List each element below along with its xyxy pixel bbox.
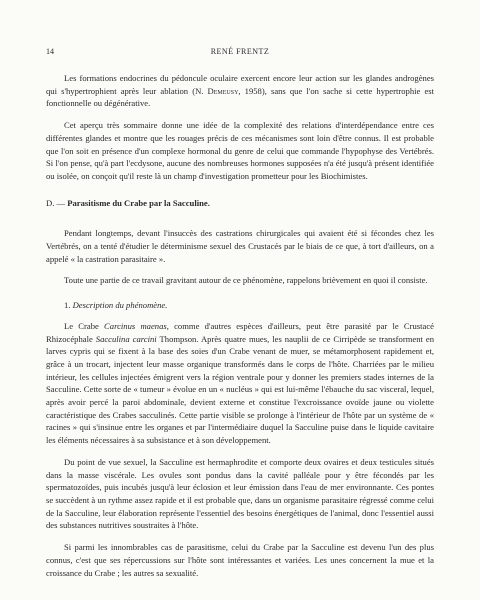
paragraph-intro-phenomenon: Toute une partie de ce travail gravitant autour de ce phénomène, rappelons brièvement en quoi il consiste. (64, 275, 428, 286)
subsection-title: Description du phénomène. (72, 300, 168, 311)
section-title: Parasitisme du Crabe par la Sacculine. (67, 197, 210, 208)
species-name: Carcinus maenas (104, 320, 167, 331)
paragraph-parasitism-cases: Si parmi les innombrables cas de parasitisme, celui du Crabe par la Sacculine est devenu l'un des plus connus, c'est que ses répercussions sur l'hôte sont intéressantes et variées. Les unes concernent la mue et la croissance du Crabe ; les autres sa sexualité. (46, 542, 434, 578)
text-run: Les formations endocrines du pédoncule oculaire exercent encore leur action sur les glandes androgènes qui s'hypertrophient après leur ablation (N. (46, 73, 434, 96)
paragraph-description (46, 320, 434, 447)
paragraph-castration: Pendant longtemps, devant l'insuccès des castrations chirurgicales qui avaient été si fécondes chez les Vertébrés, on a tenté d'étudier le déterminisme sexuel des Crustacés par le biais de ce que, à tort d'ailleurs, on a appelé « la castration parasitaire ». (46, 228, 434, 264)
running-title: RENÉ FRENTZ (210, 47, 270, 56)
text-run: Le Crabe (64, 320, 105, 331)
text-run: , comme d'autres espèces d'ailleurs, peut être parasité par le Crustacé Rhizocéphale (46, 320, 434, 344)
section-prefix: D. — (46, 197, 68, 208)
subsection-heading (64, 299, 434, 312)
species-name: Sacculina carcini (95, 333, 157, 344)
page-number: 14 (46, 47, 54, 56)
section-heading (46, 197, 434, 210)
page-body (46, 72, 434, 588)
page-header (46, 46, 434, 58)
text-run: Thompson. Après quatre mues, les nauplii de ce Cirripède se transforment en larves cypris qui se fixent à la base des soies d'un Crabe venant de muer, se métamorphosent rapidement et, grâce à un trocart, injectent leur masse organique transformés dans le corps de l'hôte. Charriées par le milieu intérieur, les cellules injectées émigrent vers la région ventrale pour y donner les premiers stades internes de la Sacculine. Cette sorte de « tumeur » évolue en un « nucléus » qui est lui-même l'ébauche du sac visceral, lequel, après avoir percé la paroi abdominale, devient externe et constitue l'excroissance ovoïde jaune ou violette caractéristique des Crabes sacculinés. Cette partie visible se prolonge à l'intérieur de l'hôte par un système de « racines » qui s'insinue entre les organes et par l'intermédiaire duquel la Sacculine puise dans le liquide cavitaire les éléments nécessaires à sa subsistance et à son développement. (46, 333, 434, 446)
subsection-prefix: 1. (64, 300, 73, 311)
author-name: Demeusy (207, 85, 239, 96)
text-run: , 1958), sans que l'on sache si cette hypertrophie est fonctionnelle ou dégénérative. (46, 85, 434, 109)
paragraph-sexual-viewpoint: Du point de vue sexuel, la Sacculine est hermaphrodite et comporte deux ovaires et deux testicules situés dans la masse viscérale. Les ovules sont pondus dans la cavité palléale pour y être fécondés par les spermatozoïdes, puis incubés jusqu'à leur éclosion et leur émission dans l'eau de mer environnante. Ces pontes se succèdent à un rythme assez rapide et il est probable que, dans un organisme parasitaire régressé comme celui de la Sacculine, leur élaboration représente l'essentiel des besoins énergétiques de l'animal, donc l'essentiel aussi des substances nutritives soustraites à l'hôte. (46, 456, 434, 531)
paragraph-overview: Cet aperçu très sommaire donne une idée de la complexité des relations d'interdépendance entre ces différentes glandes et montre que les rouages précis de ces mécanismes sont loin d'être connus. Il est probable que l'on soit en présence d'un complexe hormonal du genre de celui que commande l'hypophyse des Vertébrés. Si l'on pense, qu'à part l'ecdysone, aucune des nombreuses hormones supposées n'a été jusqu'à présent identifiée ou isolée, on conçoit qu'il reste là un champ d'investigation prometteur pour les Biochimistes. (46, 120, 434, 181)
paragraph-endocrine-formations (46, 72, 434, 110)
